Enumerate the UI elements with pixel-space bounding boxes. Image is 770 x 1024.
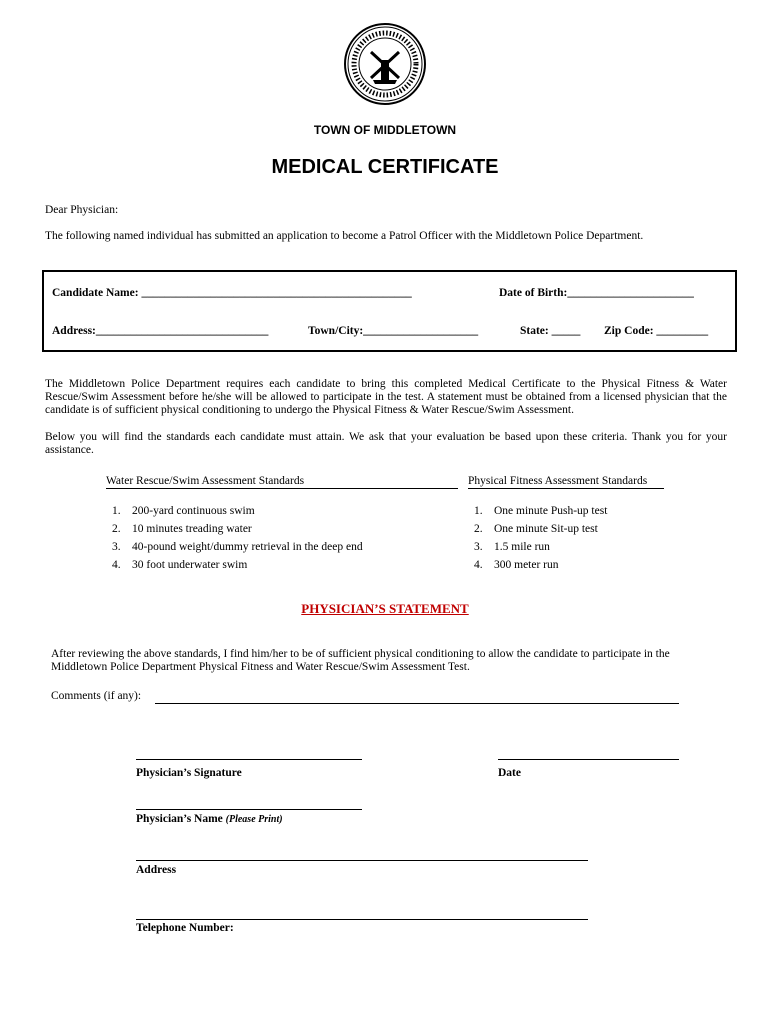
signature-line[interactable] [136,759,362,760]
date-label: Date [498,767,521,779]
date-of-birth-field[interactable]: Date of Birth:______________________ [499,287,694,299]
list-item: 3. 1.5 mile run [474,541,550,553]
telephone-line[interactable] [136,919,588,920]
town-seal-logo [343,22,427,106]
town-seal-windmill-icon [343,22,427,106]
print-note: (Please Print) [225,814,283,825]
intro-text: The following named individual has submitted an application to become a Patrol Officer with the Middletown Police Department. [45,230,644,242]
address-label: Address [136,864,177,876]
date-line[interactable] [498,759,679,760]
list-item: 1. 200-yard continuous swim [112,505,255,517]
requirement-paragraph: The Middletown Police Department requires each candidate to bring this completed Medical Certificate to the Physical Fitness & Water Rescue/Swim Assessment before he/she will be allowed to participate in the test. A statement must be obtained from a licensed physician that the candidate is of sufficient physical conditioning to undergo the Physical Fitness & Water Rescue/Swim Assessment. [45,378,727,416]
list-item: 4. 30 foot underwater swim [112,559,248,571]
fitness-standards-list [474,505,607,577]
water-standards-heading: Water Rescue/Swim Assessment Standards [106,475,305,487]
physician-name-line[interactable] [136,809,362,810]
address-field[interactable]: Address:______________________________ [52,325,269,337]
standards-intro-paragraph: Below you will find the standards each candidate must attain. We ask that your evaluation be based upon these criteria. Thank you for your assistance. [45,431,727,456]
physician-signature-label: Physician’s Signature [136,767,242,779]
telephone-label: Telephone Number: [136,922,234,934]
page-title: MEDICAL CERTIFICATE [271,156,499,178]
water-standards-list [112,505,363,577]
greeting: Dear Physician: [45,204,119,216]
candidate-info-box [42,270,737,352]
comments-line[interactable] [155,703,679,704]
address-line[interactable] [136,860,588,861]
physician-statement-heading: PHYSICIAN’S STATEMENT [301,601,469,616]
physician-name-label: Physician’s Name (Please Print) [136,813,283,825]
fitness-standards-heading: Physical Fitness Assessment Standards [468,475,648,487]
state-field[interactable]: State: _____ [520,325,581,337]
list-item: 1. One minute Push-up test [474,505,608,517]
list-item: 2. 10 minutes treading water [112,523,252,535]
fitness-heading-underline [468,488,664,489]
town-city-field[interactable]: Town/City:____________________ [308,325,479,337]
water-heading-underline [106,488,458,489]
comments-label: Comments (if any): [51,690,142,702]
list-item: 3. 40-pound weight/dummy retrieval in the deep end [112,541,363,553]
list-item: 4. 300 meter run [474,559,559,571]
list-item: 2. One minute Sit-up test [474,523,598,535]
candidate-name-field[interactable]: Candidate Name: _______________________________________________ [52,287,412,299]
town-name: TOWN OF MIDDLETOWN [313,123,457,137]
zip-code-field[interactable]: Zip Code: _________ [604,325,709,337]
physician-statement-text: After reviewing the above standards, I find him/her to be of sufficient physical conditioning to allow the candidate to participate in the Middletown Police Department Physical Fitness and Water Rescue/Swim Assessment Test. [51,648,670,673]
